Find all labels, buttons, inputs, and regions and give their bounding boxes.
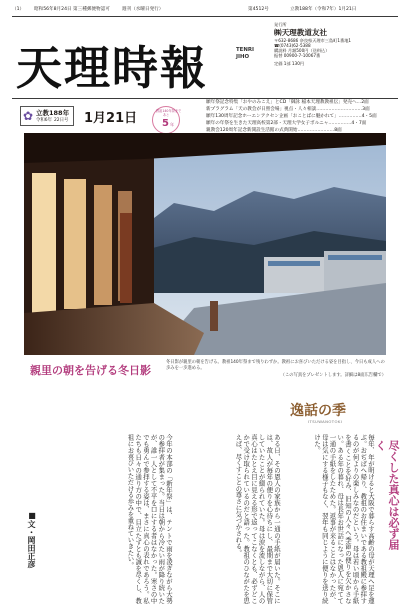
- byline-name: 岡田正彦: [27, 536, 37, 568]
- column-body-right: 毎年、年が明けると大阪で暮らす高齢の母が天理へ足を運ぶ。おぢばへ帰り、教祖のお住まいである教祖殿に参拝するのが何よりの楽しみなのだという。母は若い頃から手紙を書くことを好み、旧知の人々へ季節の便りを欠かさない。ある年の暮れ、母は長年お世話になった恩人に宛てて一通の手紙をしたためた。返事が来ることはなかったが、母は気にする様子もなく、翌年も同じように便りを送り続けた。: [313, 434, 375, 604]
- flower-icon: ✿: [23, 109, 34, 123]
- anniversary-emblem: [152, 106, 180, 134]
- column-body-left: 今年の本部の「新年祭」は、テントで雨を凌ぎながら大勢の参拝者が集まった。当日は朝から冷たい雨が降り続いたが、誰一人として不平を口にする者はなかった。寒さの中でも勇んで参拝する姿は、まさに真心の表れであろう。私たちも日々の通り方の中で、目立たずとも誠を尽くし、教祖にお喜びいただける歩みを重ねていきたい。: [126, 434, 173, 604]
- era-year: 立教188年: [36, 109, 70, 117]
- publisher-line: 購読料 月額500円（送料込）: [274, 48, 330, 53]
- cover-photo: [24, 133, 386, 355]
- photo-caption-body: 冬日影が親里の朝を告げる。教祖140年祭まで残りわずか。教祖にお喜びいただける姿を目指し、今日も成人への歩みを一歩進める。: [166, 360, 385, 372]
- photo-caption: [166, 360, 386, 388]
- issue-date: 1月21日: [84, 111, 138, 126]
- column-body-middle: ある日、その恩人の家族から一通の手紙が届いた。そこには、故人が毎年の便りを心待ちにし、最期まで大切に保管していたことが綴られていた。母は涙を流しながら、人の真心はたとえ目に見える形で返ってこなくとも、必ずどこかで受け取られているのだと語った。教祖のひながたを思えば、尽くすことの尊さに気づかされる。: [234, 434, 281, 604]
- emblem-label: 教祖140年祭まで あと: [156, 109, 182, 117]
- index-item[interactable]: 願年の年祭を生きた天理高校第2部・天理大学女子ボルニャ……………4・7面: [206, 121, 367, 126]
- photo-caption-note: （この写真をプレゼントします。詳細は8面広告欄で）: [280, 372, 386, 378]
- publisher-name: ㈱天理教道友社: [274, 28, 328, 37]
- date-box: [80, 106, 150, 124]
- price-label: 定価 1部 130円: [274, 61, 305, 66]
- column-title: 尽くした真心は必ず届く: [374, 440, 400, 550]
- index-item[interactable]: 願年130周年記念ホーエンアクセン企画「おことばに魅かれて」……………4・5面: [206, 114, 377, 119]
- weekday: 22日号: [54, 118, 69, 123]
- index-item[interactable]: 新プラグラム「天の教会が日照会場」視点・人々相談…………………………3面: [206, 107, 370, 112]
- emblem-count: 5: [162, 118, 169, 129]
- byline-bullet: ■: [27, 510, 37, 520]
- column-logo-text: 逸話の季: [290, 403, 346, 419]
- emblem-unit: 年: [170, 122, 174, 127]
- photo-caption-title: 親里の朝を告げる冬日影: [30, 364, 151, 377]
- era-sub: 令和6年: [36, 118, 52, 123]
- column-logo: [290, 400, 362, 430]
- publisher-label: 発行所: [274, 22, 287, 27]
- issue-number: 第4512号: [248, 7, 269, 12]
- cover-photo-image: [24, 133, 386, 355]
- date-line: 立教188年（令和7年）1月21日: [290, 7, 357, 12]
- page-number: （1）: [12, 7, 25, 12]
- masthead-title: 天理時報: [16, 41, 208, 95]
- publisher-tel: ☎(0743)62-5388: [274, 43, 311, 48]
- byline: [18, 510, 38, 604]
- byline-label: 文: [27, 520, 37, 528]
- index-item[interactable]: 親教会120周年記念新開設生活館の式典開始……………………8面: [206, 128, 342, 133]
- masthead-romaji: TENRI JIHO: [236, 47, 255, 60]
- byline-separator: ・: [27, 528, 37, 536]
- issue-box: [20, 106, 74, 126]
- index-item[interactable]: 願年祭記念特集「おやのみこえ」とCD「御詠 稲本天理教教祖伝」発売へ…2面: [206, 100, 369, 105]
- top-strip: [12, 4, 398, 15]
- registration-note: 昭和56年8月24日 第三種郵便物認可: [34, 7, 110, 12]
- column-logo-subtitle: ITSUWANOTOKI: [308, 419, 343, 424]
- publisher-block: [274, 22, 402, 96]
- publisher-address: 〒632-8686 奈良県天理市三島町1番地1: [274, 38, 352, 43]
- frequency-note: 週刊（水曜日発行）: [122, 7, 164, 12]
- publisher-line: 振替 00900-7-10067番: [274, 53, 321, 58]
